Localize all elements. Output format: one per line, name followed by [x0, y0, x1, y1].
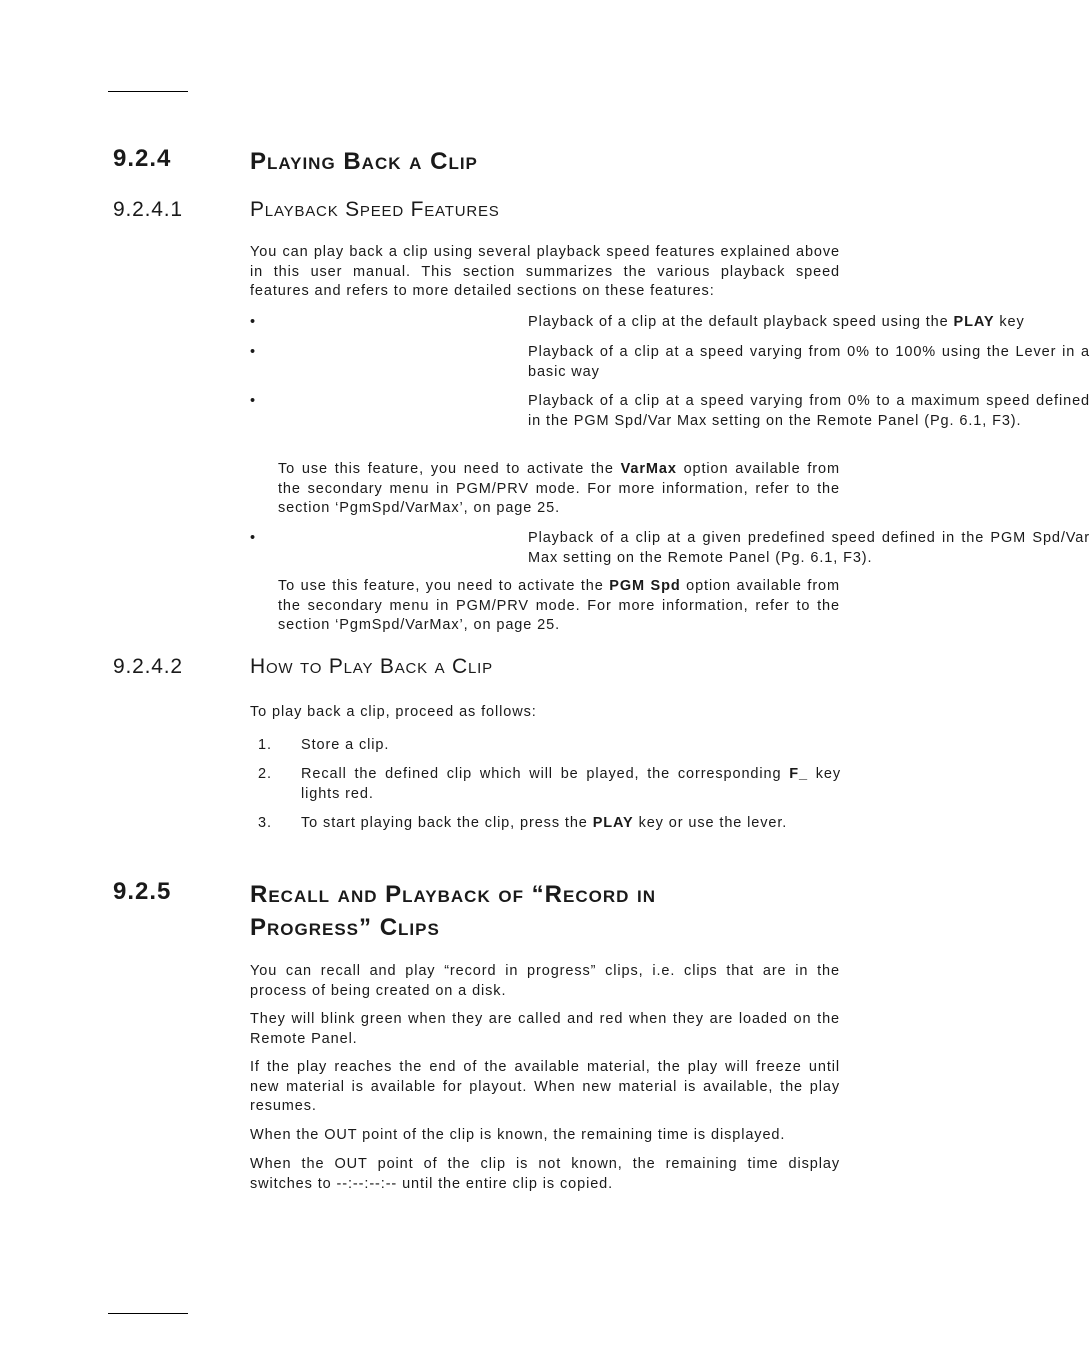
section-number: 9.2.4 — [113, 145, 172, 172]
subsection-title: Playback Speed Features — [250, 198, 500, 221]
bullet-marker: • — [250, 530, 256, 546]
subsection-number: 9.2.4.2 — [113, 655, 183, 678]
bullet-text: Playback of a clip at a speed varying from 0% to 100% using the Lever in a basic way — [528, 344, 1090, 380]
step-2 — [258, 765, 272, 785]
play-key-label: PLAY — [953, 314, 995, 330]
bullet-marker: • — [250, 344, 256, 360]
paragraph-3: If the play reaches the end of the available material, the play will freeze until new material is available for playout. When new material is available, the play resumes. — [250, 1059, 840, 1114]
bullet-text: Playback of a clip at a speed varying from 0% to a maximum speed defined in the PGM Spd/Var Max setting on the Remote Panel (Pg. 6.1, F3). — [528, 393, 1090, 429]
step-1-text: Store a clip. — [301, 737, 390, 753]
intro-paragraph: You can play back a clip using several playback speed features explained above in this user manual. This section summarizes the various playback speed features and refers to more detailed sections on these features: — [250, 244, 840, 299]
paragraph-2: They will blink green when they are called and red when they are loaded on the Remote Panel. — [250, 1011, 840, 1047]
step-number: 1. — [258, 737, 272, 753]
header-rule — [108, 91, 188, 92]
play-key-label: PLAY — [592, 815, 634, 831]
step-3-text: To start playing back the clip, press the PLAY key or use the lever. — [301, 815, 788, 831]
bullet-marker: • — [250, 314, 256, 330]
bullet-marker: • — [250, 393, 256, 409]
section-title: Recall and Playback of “Record in Progress” Clips — [250, 881, 657, 941]
pgm-spd-label: PGM Spd — [609, 578, 681, 594]
paragraph-1: You can recall and play “record in progress” clips, i.e. clips that are in the process of being created on a disk. — [250, 963, 840, 999]
bullet-4-note: To use this feature, you need to activate the PGM Spd option available from the secondary menu in PGM/PRV mode. For more information, refer to the section ‘PgmSpd/VarMax’, on page 25. — [278, 578, 840, 633]
bullet-3 — [250, 392, 1090, 429]
step-number: 3. — [258, 815, 272, 831]
step-2-text: Recall the defined clip which will be played, the corresponding F_ key lights red. — [301, 766, 841, 802]
paragraph-5: When the OUT point of the clip is not known, the remaining time display switches to --:--:--:-- until the entire clip is copied. — [250, 1156, 840, 1192]
step-3 — [258, 814, 272, 834]
bullet-4 — [250, 529, 1090, 566]
bullet-2 — [250, 343, 1090, 380]
varmax-label: VarMax — [620, 461, 677, 477]
paragraph-4: When the OUT point of the clip is known, the remaining time is displayed. — [250, 1127, 786, 1143]
section-number: 9.2.5 — [113, 878, 172, 905]
bullet-text: Playback of a clip at a given predefined speed defined in the PGM Spd/Var Max setting on the Remote Panel (Pg. 6.1, F3). — [528, 530, 1090, 566]
f-key-label: F_ — [789, 766, 808, 782]
bullet-text: Playback of a clip at the default playback speed using the PLAY key — [528, 314, 1025, 330]
step-1 — [258, 736, 272, 756]
footer-rule — [108, 1313, 188, 1314]
section-title: Playing Back a Clip — [250, 148, 478, 175]
step-number: 2. — [258, 766, 272, 782]
subsection-number: 9.2.4.1 — [113, 198, 183, 221]
bullet-3-note: To use this feature, you need to activate the VarMax option available from the secondary menu in PGM/PRV mode. For more information, refer to the section ‘PgmSpd/VarMax’, on page 25. — [278, 461, 840, 516]
procedure-intro: To play back a clip, proceed as follows: — [250, 704, 537, 720]
bullet-1 — [250, 313, 1025, 333]
subsection-title: How to Play Back a Clip — [250, 655, 493, 678]
